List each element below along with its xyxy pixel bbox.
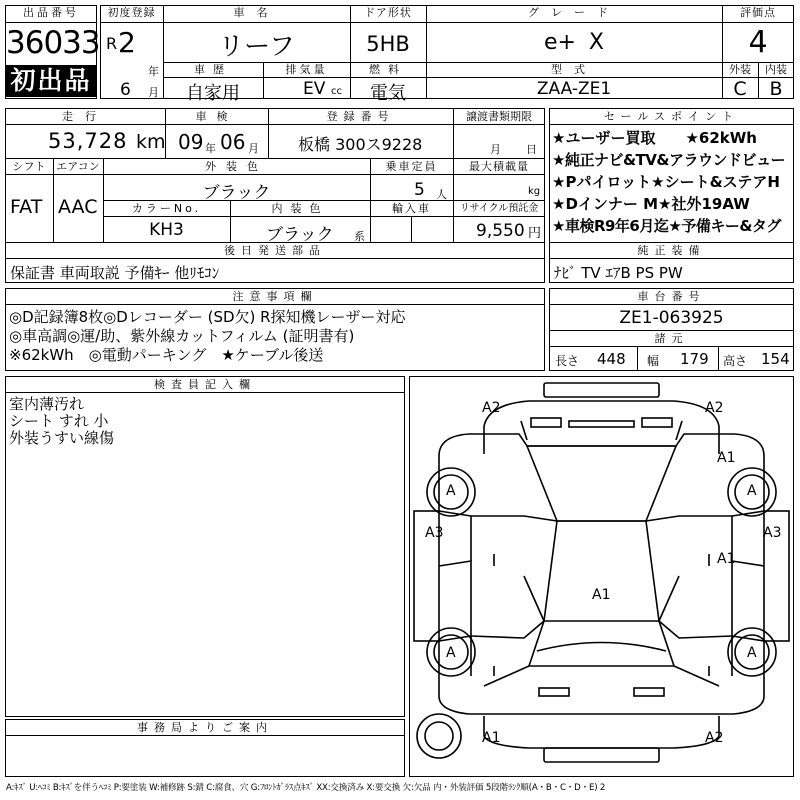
lot-number: 36033: [6, 25, 100, 61]
sales-points-list: [552, 127, 792, 237]
footer-legend: A:ｷｽﾞ U:ﾍｺﾐ B:ｷｽﾞを伴うﾍｺﾐ P:要塗装 W:補修跡 S:錆 C:腐食、穴 G:ﾌﾛﾝﾄｶﾞﾗｽ点ｷｽﾞ XX:交換済み X:要交換 欠:欠品 内・外装評価 5段階ﾗﾝｸ順(A・B・C・D・E) 2: [6, 783, 606, 793]
note-item: ◎車高調◎運/助、紫外線カットフィルム (証明書有): [9, 327, 355, 345]
mark-right-front-wheel: A: [747, 483, 757, 499]
mileage-unit: km: [136, 131, 166, 153]
equipment: ﾅﾋﾞ TV ｴｱB PS PW: [554, 264, 683, 282]
displacement-label: 排気量: [285, 63, 328, 76]
transfer-label: 譲渡書類期限: [466, 110, 532, 123]
inspection-year-unit: 年: [205, 142, 216, 155]
sales-points-label: セールスポイント: [603, 110, 739, 123]
mark-front-right: A2: [705, 400, 724, 416]
mark-left-front-wheel: A: [446, 483, 456, 499]
mileage-label: 走行: [62, 110, 108, 123]
inspection-month: 06: [220, 130, 246, 154]
inspection-label: 車検: [195, 110, 238, 123]
notes-label: 注意事項欄: [232, 290, 318, 303]
mark-right-rear-wheel: A: [747, 645, 757, 661]
capacity-unit: 人: [436, 188, 447, 201]
year-unit: 年: [148, 65, 159, 78]
ac-label: エアコン: [56, 160, 100, 173]
inspection-year: 09: [178, 130, 204, 154]
first-listing-badge: 初出品: [6, 65, 96, 97]
inspector-note: 室内薄汚れ: [9, 395, 85, 413]
car-diagram: [409, 376, 794, 777]
displacement-unit: cc: [331, 86, 342, 97]
inspector-note: 外装うすい線傷: [9, 429, 115, 447]
sales-point-item: ★ユーザー買取 ★62kWh: [552, 129, 757, 147]
note-item: ※62kWh ◎電動パーキング ★ケーブル後送: [9, 346, 324, 364]
first-reg-month: 6: [120, 80, 131, 100]
first-reg-label: 初度登録: [107, 6, 156, 19]
capacity-label: 乗車定員: [385, 160, 438, 173]
exterior-label: 外装: [729, 63, 751, 76]
int-color: ブラック: [266, 225, 334, 245]
shift: FAT: [10, 196, 43, 218]
mileage: 53,728: [48, 129, 128, 153]
car-name-label: 車名: [233, 6, 280, 19]
fuel-label: 燃料: [369, 63, 407, 76]
inspector-notes: [9, 396, 114, 447]
grade-label: グレード: [528, 6, 620, 19]
import-label: 輸入車: [392, 202, 431, 215]
later-parts: 保証書 車両取説 予備ｷｰ 他ﾘﾓｺﾝ: [10, 264, 220, 282]
sales-point-item: ★Dインナー M★社外19AW: [552, 195, 750, 213]
ext-color-label: 外装色: [205, 160, 268, 173]
recycle-label: リサイクル預託金: [459, 203, 539, 214]
era: R: [106, 34, 118, 53]
model-label: 型式: [551, 63, 597, 76]
inspector-label: 検査員記入欄: [154, 378, 256, 391]
chassis-label: 車台番号: [637, 290, 706, 303]
recycle: 9,550: [476, 221, 525, 241]
mark-right-fender: A1: [717, 450, 736, 466]
plate-label: 登録番号: [326, 110, 395, 123]
length: 448: [597, 350, 626, 368]
history-label: 車歴: [194, 63, 232, 76]
equipment-label: 純正装備: [637, 244, 706, 257]
door: 5HB: [366, 32, 410, 56]
sales-point-item: ★車検R9年6月迄★予備キー&タグ: [552, 217, 781, 235]
dims-label: 諸元: [654, 332, 689, 345]
int-color-label: 内装色: [271, 202, 329, 215]
inspection-month-unit: 月: [248, 142, 259, 155]
mark-left-door: A3: [425, 525, 444, 541]
car-name: リーフ: [218, 32, 295, 62]
height-label: 高さ: [723, 354, 748, 368]
mark-rear-left: A1: [482, 730, 501, 746]
office-label: 事務局よりご案内: [137, 721, 273, 734]
interior-grade: B: [769, 78, 783, 100]
shift-label: シフト: [12, 160, 46, 173]
displacement: EV: [303, 79, 326, 99]
grade: e+ X: [543, 30, 605, 55]
width: 179: [680, 350, 709, 368]
first-reg-year: 2: [118, 26, 136, 59]
interior-label: 内装: [765, 63, 787, 76]
later-parts-label: 後日発送部品: [224, 244, 326, 257]
ext-color: ブラック: [202, 183, 271, 203]
capacity: 5: [414, 180, 425, 200]
mark-front-left: A2: [482, 400, 501, 416]
recycle-unit: 円: [528, 226, 542, 241]
lot-number-label: 出品番号: [23, 6, 79, 19]
exterior-grade: C: [733, 78, 747, 100]
history: 自家用: [186, 83, 240, 104]
sales-point-item: ★純正ナビ&TV&アラウンドビュー: [552, 151, 785, 169]
fuel: 電気: [370, 83, 406, 104]
notes-list: [9, 308, 406, 365]
plate: 板橋 300ス9228: [298, 135, 423, 154]
mark-roof: A1: [592, 587, 611, 603]
color-no-label: カラーNo.: [131, 202, 202, 215]
score: 4: [748, 25, 768, 60]
month-unit: 月: [148, 86, 159, 99]
sales-point-item: ★Pパイロット★シート&ステアH: [552, 173, 780, 191]
transfer-month-unit: 月: [490, 143, 501, 156]
model: ZAA-ZE1: [536, 79, 612, 99]
inspector-note: シート すれ 小: [9, 412, 109, 430]
load-label: 最大積載量: [469, 160, 529, 173]
height: 154: [761, 350, 790, 368]
int-color-unit: 系: [354, 230, 365, 243]
mark-rear-right: A2: [705, 730, 724, 746]
width-label: 幅: [647, 354, 660, 368]
mark-right-mid: A1: [717, 551, 736, 567]
door-label: ドア形状: [364, 6, 412, 19]
chassis-number: ZE1-063925: [619, 308, 724, 328]
note-item: ◎D記録簿8枚◎Dレコーダー (SD欠) R探知機レーザー対応: [9, 308, 406, 326]
color-no: KH3: [149, 220, 184, 240]
mark-right-door: A3: [763, 525, 782, 541]
transfer-day-unit: 日: [526, 143, 537, 156]
ac: AAC: [58, 196, 98, 218]
mark-left-rear-wheel: A: [446, 645, 456, 661]
score-label: 評価点: [740, 6, 776, 19]
length-label: 長さ: [555, 354, 580, 368]
load-unit: kg: [528, 186, 541, 197]
